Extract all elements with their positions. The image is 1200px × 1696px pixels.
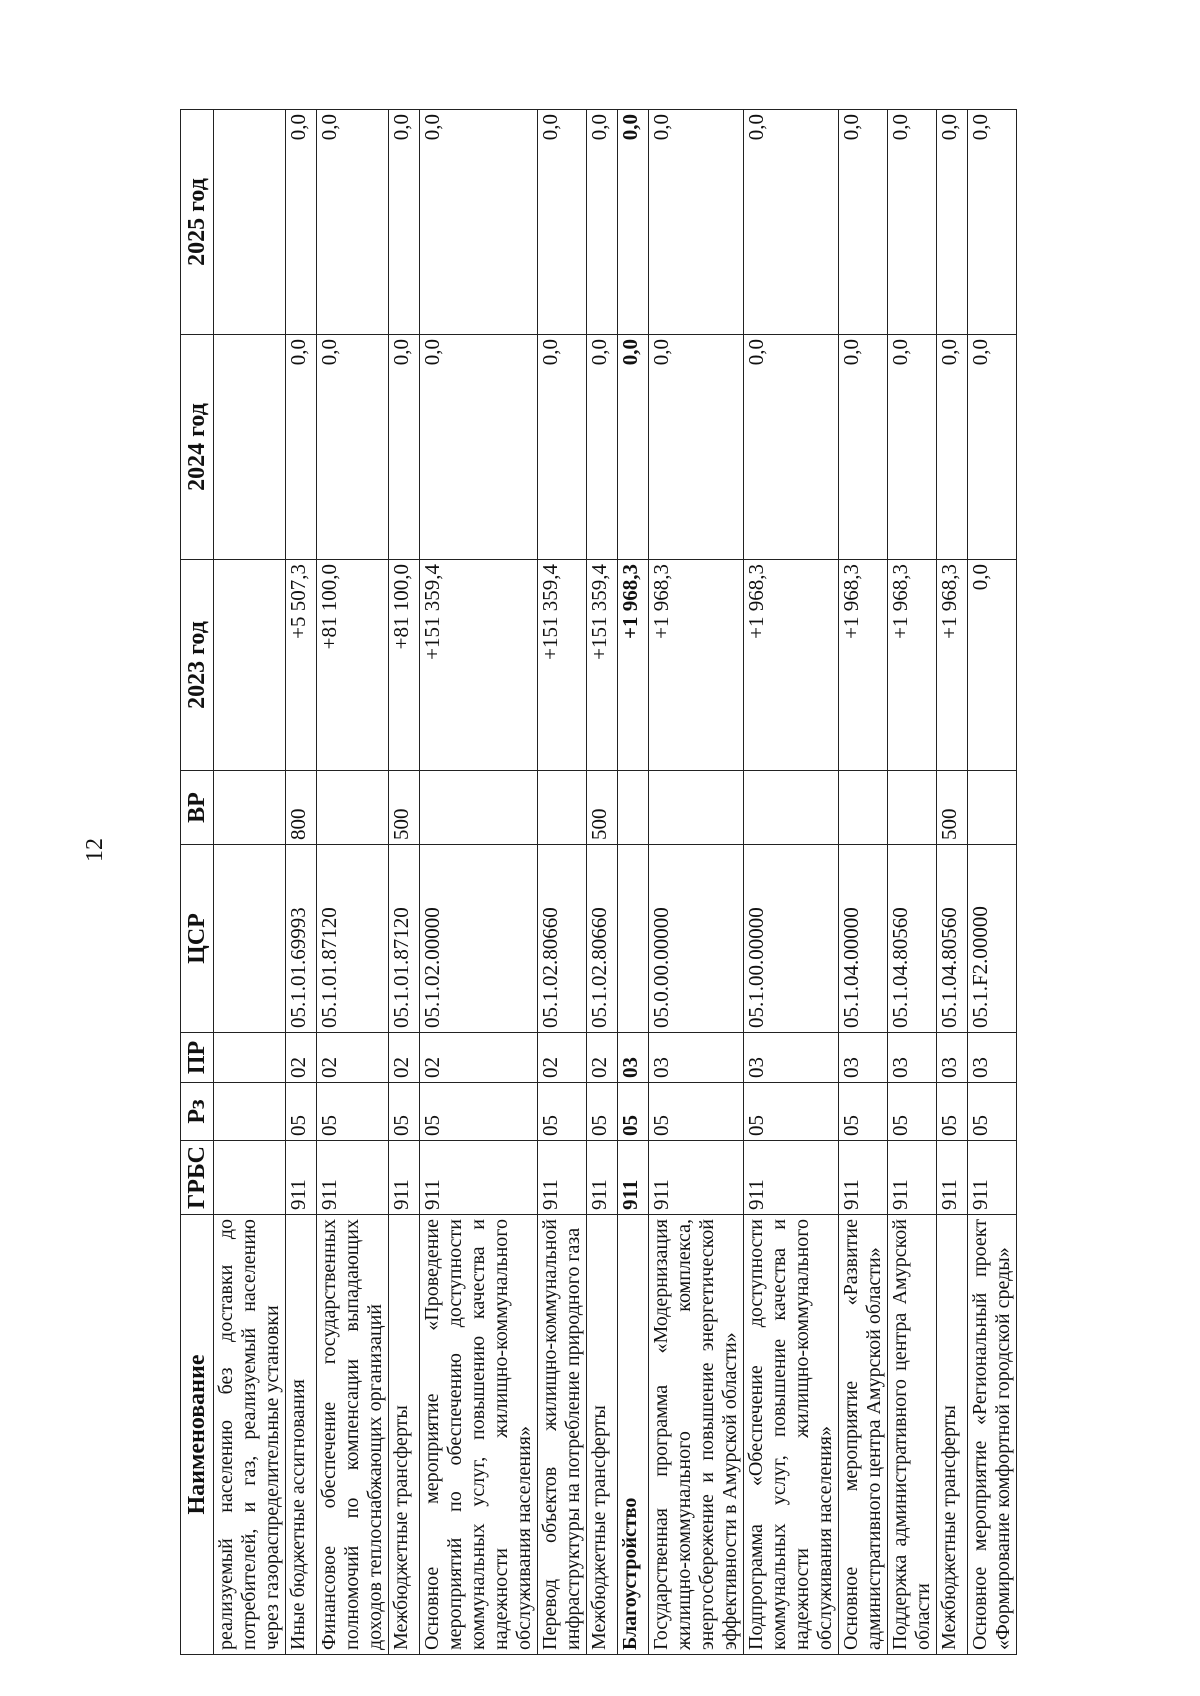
cell-pr: 02 — [389, 1033, 420, 1083]
cell-2024: 0,0 — [937, 335, 968, 560]
cell-csr: 05.0.00.00000 — [649, 845, 744, 1033]
cell-2025: 0,0 — [286, 110, 317, 335]
cell-pr: 03 — [937, 1033, 968, 1083]
cell-vr: 500 — [587, 771, 618, 845]
cell-2024: 0,0 — [968, 335, 1017, 560]
table-row — [286, 110, 317, 1655]
cell-pr — [214, 1033, 286, 1083]
cell-csr: 05.1.01.87120 — [317, 845, 389, 1033]
cell-2023: +1 968,3 — [744, 560, 839, 771]
cell-2023: +151 359,4 — [420, 560, 538, 771]
budget-table-container — [180, 110, 1040, 1655]
cell-grbs: 911 — [389, 1141, 420, 1215]
cell-vr — [420, 771, 538, 845]
cell-vr — [744, 771, 839, 845]
cell-2024: 0,0 — [649, 335, 744, 560]
header-csr: ЦСР — [181, 845, 214, 1033]
cell-csr: 05.1.04.80560 — [888, 845, 937, 1033]
cell-grbs: 911 — [649, 1141, 744, 1215]
cell-2023 — [214, 560, 286, 771]
cell-rz: 05 — [420, 1083, 538, 1141]
cell-grbs: 911 — [286, 1141, 317, 1215]
cell-csr: 05.1.F2.00000 — [968, 845, 1017, 1033]
cell-2025: 0,0 — [744, 110, 839, 335]
cell-csr — [618, 845, 649, 1033]
table-row — [214, 110, 286, 1655]
header-rz: Рз — [181, 1083, 214, 1141]
cell-2024: 0,0 — [888, 335, 937, 560]
table-row — [317, 110, 389, 1655]
cell-name: Поддержка административного центра Амурской области — [888, 1215, 937, 1655]
cell-2024 — [214, 335, 286, 560]
cell-2025: 0,0 — [618, 110, 649, 335]
header-2023: 2023 год — [181, 560, 214, 771]
cell-vr: 500 — [389, 771, 420, 845]
cell-grbs: 911 — [937, 1141, 968, 1215]
header-grbs: ГРБС — [181, 1141, 214, 1215]
header-pr: ПР — [181, 1033, 214, 1083]
table-row — [618, 110, 649, 1655]
cell-rz: 05 — [389, 1083, 420, 1141]
cell-rz: 05 — [839, 1083, 888, 1141]
cell-2023: +1 968,3 — [937, 560, 968, 771]
cell-vr — [839, 771, 888, 845]
header-vr: ВР — [181, 771, 214, 845]
cell-rz: 05 — [286, 1083, 317, 1141]
cell-2025: 0,0 — [888, 110, 937, 335]
cell-grbs: 911 — [839, 1141, 888, 1215]
cell-2025: 0,0 — [317, 110, 389, 335]
cell-rz: 05 — [937, 1083, 968, 1141]
cell-name: Подпрограмма «Обеспечение доступности коммунальных услуг, повышение качества и надежности жилищно-коммунального обслуживания населения» — [744, 1215, 839, 1655]
cell-vr — [649, 771, 744, 845]
cell-2023: +151 359,4 — [587, 560, 618, 771]
cell-rz: 05 — [888, 1083, 937, 1141]
cell-grbs: 911 — [420, 1141, 538, 1215]
cell-vr: 500 — [937, 771, 968, 845]
cell-vr — [888, 771, 937, 845]
table-row — [538, 110, 587, 1655]
cell-2023: +1 968,3 — [888, 560, 937, 771]
cell-pr: 03 — [744, 1033, 839, 1083]
cell-csr: 05.1.04.80560 — [937, 845, 968, 1033]
cell-pr: 03 — [888, 1033, 937, 1083]
cell-2024: 0,0 — [317, 335, 389, 560]
cell-rz — [214, 1083, 286, 1141]
cell-rz: 05 — [744, 1083, 839, 1141]
cell-csr — [214, 845, 286, 1033]
cell-pr: 02 — [538, 1033, 587, 1083]
cell-2023: +1 968,3 — [649, 560, 744, 771]
cell-2024: 0,0 — [744, 335, 839, 560]
cell-vr — [968, 771, 1017, 845]
table-row — [649, 110, 744, 1655]
cell-name: Межбюджетные трансферты — [587, 1215, 618, 1655]
cell-vr — [214, 771, 286, 845]
budget-table — [180, 109, 1017, 1655]
table-row — [968, 110, 1017, 1655]
cell-vr — [618, 771, 649, 845]
cell-name: Межбюджетные трансферты — [937, 1215, 968, 1655]
table-row — [587, 110, 618, 1655]
cell-pr: 02 — [587, 1033, 618, 1083]
cell-rz: 05 — [587, 1083, 618, 1141]
cell-pr: 02 — [420, 1033, 538, 1083]
cell-name: Перевод объектов жилищно-коммунальной инфраструктуры на потребление природного газа — [538, 1215, 587, 1655]
cell-2025: 0,0 — [839, 110, 888, 335]
cell-2024: 0,0 — [538, 335, 587, 560]
cell-name: Основное мероприятие «Проведение мероприятий по обеспечению доступности коммунальных услуг, повышению качества и надежности жилищно-коммунального обслуживания населения» — [420, 1215, 538, 1655]
cell-csr: 05.1.00.00000 — [744, 845, 839, 1033]
table-row — [744, 110, 839, 1655]
cell-2024: 0,0 — [587, 335, 618, 560]
cell-vr — [317, 771, 389, 845]
cell-csr: 05.1.02.80660 — [587, 845, 618, 1033]
cell-2023: +1 968,3 — [839, 560, 888, 771]
cell-name: реализуемый населению без доставки до потребителей, и газ, реализуемый населению через газораспределительные установки — [214, 1215, 286, 1655]
cell-pr: 02 — [286, 1033, 317, 1083]
cell-pr: 03 — [618, 1033, 649, 1083]
table-row — [839, 110, 888, 1655]
cell-2025: 0,0 — [420, 110, 538, 335]
table-row — [389, 110, 420, 1655]
cell-pr: 03 — [968, 1033, 1017, 1083]
cell-2025: 0,0 — [587, 110, 618, 335]
cell-rz: 05 — [649, 1083, 744, 1141]
cell-2025 — [214, 110, 286, 335]
cell-name: Государственная программа «Модернизация жилищно-коммунального комплекса, энергосбережение и повышение энергетической эффективности в Амурской области» — [649, 1215, 744, 1655]
cell-grbs: 911 — [618, 1141, 649, 1215]
cell-2023: +5 507,3 — [286, 560, 317, 771]
cell-2023: +81 100,0 — [317, 560, 389, 771]
cell-2025: 0,0 — [389, 110, 420, 335]
cell-grbs: 911 — [888, 1141, 937, 1215]
cell-2025: 0,0 — [538, 110, 587, 335]
cell-vr: 800 — [286, 771, 317, 845]
cell-2025: 0,0 — [968, 110, 1017, 335]
cell-2025: 0,0 — [649, 110, 744, 335]
cell-rz: 05 — [968, 1083, 1017, 1141]
cell-2024: 0,0 — [389, 335, 420, 560]
cell-pr: 03 — [649, 1033, 744, 1083]
cell-vr — [538, 771, 587, 845]
cell-2023: +1 968,3 — [618, 560, 649, 771]
header-2025: 2025 год — [181, 110, 214, 335]
cell-2024: 0,0 — [420, 335, 538, 560]
cell-csr: 05.1.04.00000 — [839, 845, 888, 1033]
cell-csr: 05.1.01.87120 — [389, 845, 420, 1033]
table-row — [420, 110, 538, 1655]
cell-grbs: 911 — [317, 1141, 389, 1215]
cell-grbs: 911 — [968, 1141, 1017, 1215]
cell-name: Межбюджетные трансферты — [389, 1215, 420, 1655]
header-name: Наименование — [181, 1215, 214, 1655]
cell-rz: 05 — [317, 1083, 389, 1141]
cell-name: Иные бюджетные ассигнования — [286, 1215, 317, 1655]
cell-2025: 0,0 — [937, 110, 968, 335]
cell-2023: +81 100,0 — [389, 560, 420, 771]
header-2024: 2024 год — [181, 335, 214, 560]
cell-grbs: 911 — [744, 1141, 839, 1215]
cell-name: Основное мероприятие «Развитие административного центра Амурской области» — [839, 1215, 888, 1655]
table-body — [214, 110, 1017, 1655]
cell-2024: 0,0 — [839, 335, 888, 560]
cell-name: Финансовое обеспечение государственных полномочий по компенсации выпадающих доходов теплоснабжающих организаций — [317, 1215, 389, 1655]
cell-grbs — [214, 1141, 286, 1215]
cell-2024: 0,0 — [286, 335, 317, 560]
cell-2024: 0,0 — [618, 335, 649, 560]
cell-name: Благоустройство — [618, 1215, 649, 1655]
cell-csr: 05.1.01.69993 — [286, 845, 317, 1033]
cell-csr: 05.1.02.80660 — [538, 845, 587, 1033]
cell-name: Основное мероприятие «Региональный проект «Формирование комфортной городской среды» — [968, 1215, 1017, 1655]
cell-csr: 05.1.02.00000 — [420, 845, 538, 1033]
page-number: 12 — [82, 838, 108, 862]
table-row — [937, 110, 968, 1655]
cell-2023: +151 359,4 — [538, 560, 587, 771]
table-row — [888, 110, 937, 1655]
table-header-row — [181, 110, 214, 1655]
cell-pr: 03 — [839, 1033, 888, 1083]
cell-grbs: 911 — [587, 1141, 618, 1215]
cell-grbs: 911 — [538, 1141, 587, 1215]
cell-2023: 0,0 — [968, 560, 1017, 771]
cell-rz: 05 — [538, 1083, 587, 1141]
cell-pr: 02 — [317, 1033, 389, 1083]
cell-rz: 05 — [618, 1083, 649, 1141]
